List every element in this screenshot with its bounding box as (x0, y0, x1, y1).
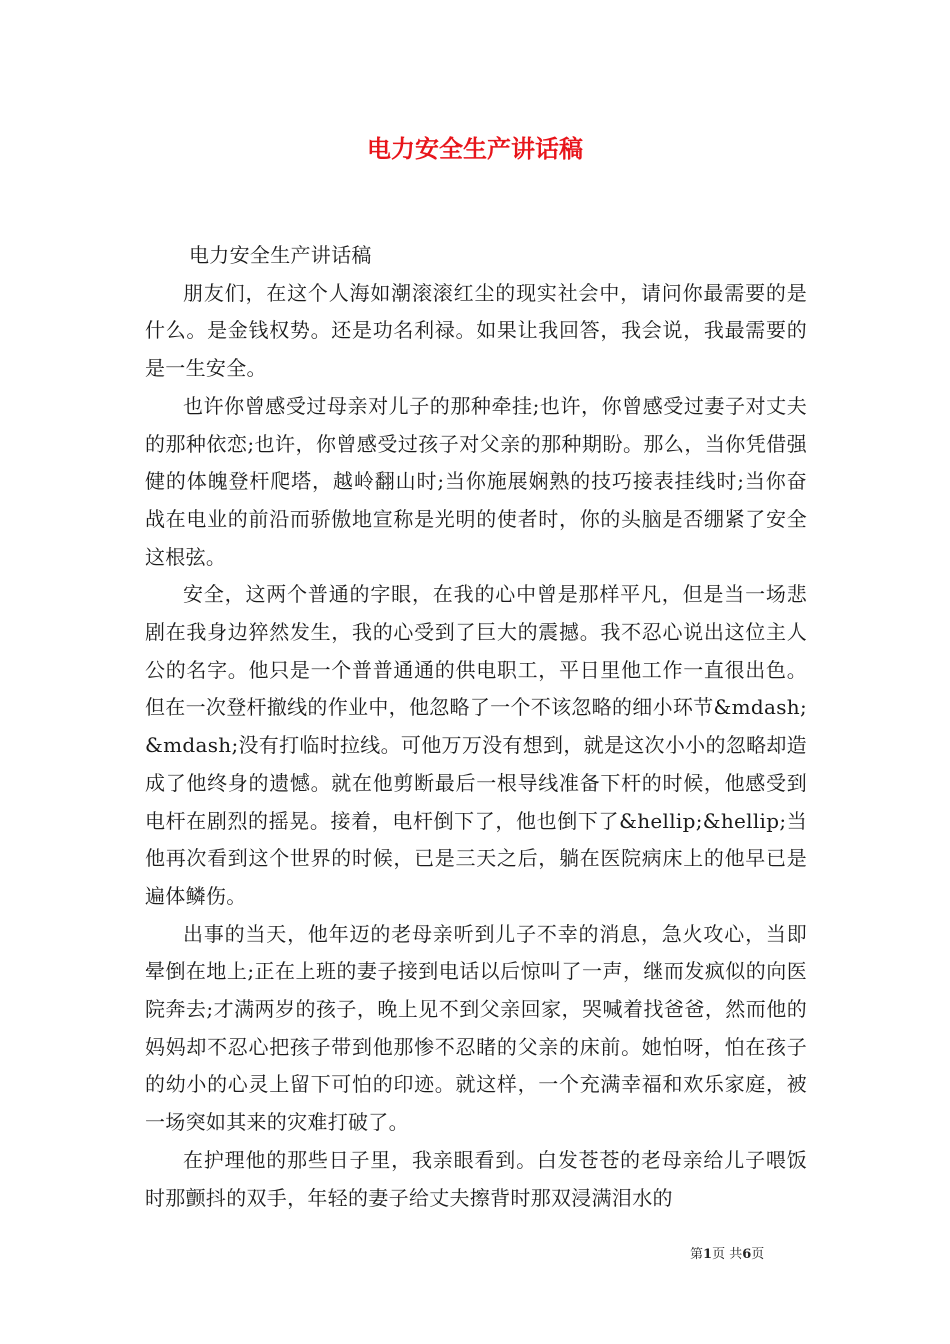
paragraph-2: 也许你曾感受过母亲对儿子的那种牵挂;也许，你曾感受过妻子对丈夫的那种依恋;也许，你曾感受过孩子对父亲的那种期盼。那么，当你凭借强健的体魄登杆爬塔，越岭翻山时;当你施展娴熟的技巧接表挂线时;当你奋战在电业的前沿而骄傲地宣称是光明的使者时，你的头脑是否绷紧了安全这根弦。 (145, 393, 807, 569)
footer-prefix: 第 (690, 1247, 704, 1262)
page-title: 电力安全生产讲话稿 (367, 135, 583, 163)
footer-page-number: 1 (703, 1247, 713, 1262)
page-footer (690, 1246, 764, 1264)
document-body (145, 237, 807, 1217)
footer-middle: 页 共 (712, 1247, 743, 1262)
footer-total-pages: 6 (742, 1247, 752, 1262)
paragraph-4: 出事的当天，他年迈的老母亲听到儿子不幸的消息，急火攻心，当即晕倒在地上;正在上班的妻子接到电话以后惊叫了一声，继而发疯似的向医院奔去;才满两岁的孩子，晚上见不到父亲回家，哭喊着找爸爸，然而他的妈妈却不忍心把孩子带到他那惨不忍睹的父亲的床前。她怕呀，怕在孩子的幼小的心灵上留下可怕的印迹。就这样，一个充满幸福和欢乐家庭，被一场突如其来的灾难打破了。 (145, 921, 807, 1135)
document-subtitle: 电力安全生产讲话稿 (189, 243, 372, 267)
paragraph-3: 安全，这两个普通的字眼，在我的心中曾是那样平凡，但是当一场悲剧在我身边猝然发生，我的心受到了巨大的震撼。我不忍心说出这位主人公的名字。他只是一个普普通通的供电职工，平日里他工作一直很出色。但在一次登杆撤线的作业中，他忽略了一个不该忽略的细小环节&mdash;&mdash;没有打临时拉线。可他万万没有想到，就是这次小小的忽略却造成了他终身的遗憾。就在他剪断最后一根导线准备下杆的时候，他感受到电杆在剧烈的摇晃。接着，电杆倒下了，他也倒下了&hellip;&hellip;当他再次看到这个世界的时候，已是三天之后，躺在医院病床上的他早已是遍体鳞伤。 (145, 582, 807, 908)
paragraph-5: 在护理他的那些日子里，我亲眼看到。白发苍苍的老母亲给儿子喂饭时那颤抖的双手，年轻的妻子给丈夫擦背时那双浸满泪水的 (145, 1147, 807, 1210)
footer-suffix: 页 (751, 1247, 765, 1262)
paragraph-1: 朋友们，在这个人海如潮滚滚红尘的现实社会中，请问你最需要的是什么。是金钱权势。还是功名利禄。如果让我回答，我会说，我最需要的是一生安全。 (145, 280, 807, 381)
